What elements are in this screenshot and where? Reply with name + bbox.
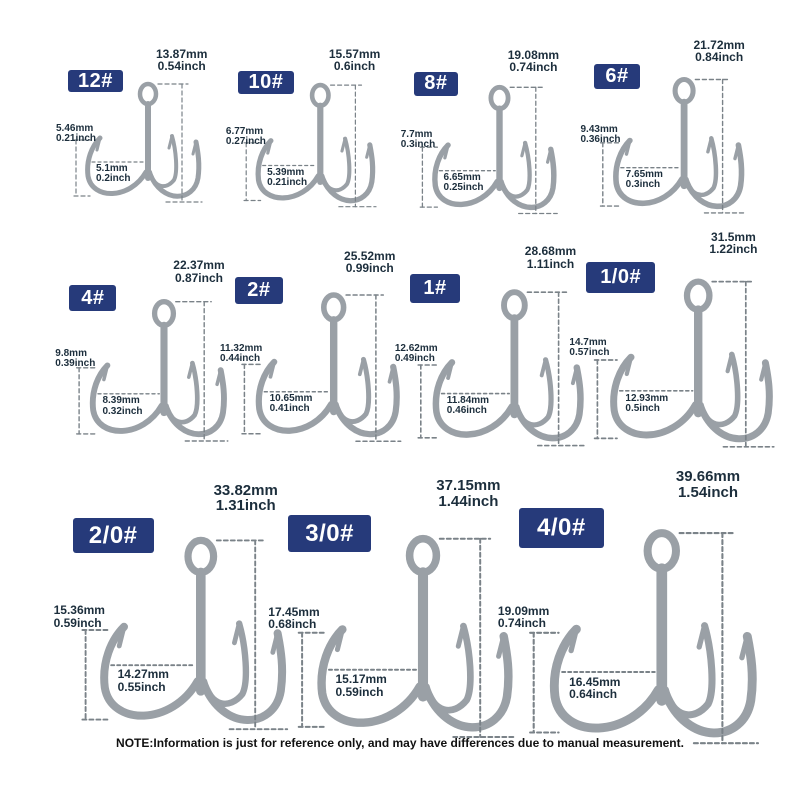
gap-label xyxy=(96,164,130,184)
width-label-inch: 0.49inch xyxy=(394,353,435,365)
width-label xyxy=(54,604,105,628)
length-label-mm: 19.08mm xyxy=(507,47,560,62)
length-label-inch: 0.87inch xyxy=(174,270,223,285)
width-label-mm: 5.46mm xyxy=(56,123,94,134)
length-label xyxy=(508,49,559,73)
gap-label xyxy=(335,673,386,697)
treble-hook-icon xyxy=(237,290,411,451)
gap-label-mm: 8.39mm xyxy=(102,395,140,407)
width-label-mm: 7.7mm xyxy=(400,128,433,140)
width-label-mm: 15.36mm xyxy=(53,603,105,618)
width-label xyxy=(395,344,438,364)
width-label-mm: 9.8mm xyxy=(55,348,87,360)
gap-label-inch: 0.41inch xyxy=(269,402,310,414)
size-badge: 1/0# xyxy=(586,262,655,293)
gap-label-inch: 0.3inch xyxy=(625,179,661,191)
hook-size-cell xyxy=(268,465,544,717)
gap-label-inch: 0.21inch xyxy=(267,176,308,188)
size-badge: 4/0# xyxy=(519,508,603,547)
length-label xyxy=(156,48,207,72)
treble-hook-icon xyxy=(240,81,384,215)
length-label-mm: 15.57mm xyxy=(328,47,381,62)
treble-hook-icon xyxy=(413,287,595,456)
gap-label-mm: 7.65mm xyxy=(625,169,663,181)
length-label xyxy=(329,48,380,72)
length-label-inch: 0.74inch xyxy=(509,59,558,74)
width-label-mm: 14.7mm xyxy=(569,336,607,348)
hook-size-cell xyxy=(497,455,790,722)
length-label xyxy=(436,478,500,509)
length-label-inch: 0.84inch xyxy=(695,50,744,65)
width-label-mm: 6.77mm xyxy=(225,125,264,137)
gap-label-mm: 5.39mm xyxy=(267,166,305,178)
hook-size-cell xyxy=(580,30,766,200)
treble-hook-icon xyxy=(523,526,772,757)
width-label-inch: 0.68inch xyxy=(268,617,317,632)
gap-label xyxy=(625,394,668,414)
size-badge: 1# xyxy=(410,274,459,303)
length-label xyxy=(214,483,278,514)
treble-hook-icon xyxy=(416,83,566,222)
gap-label xyxy=(267,168,307,188)
size-badge: 4# xyxy=(69,285,116,311)
hook-size-cell xyxy=(225,40,395,195)
length-label-inch: 1.54inch xyxy=(677,483,738,501)
width-label xyxy=(580,125,620,145)
size-badge: 2/0# xyxy=(73,518,154,553)
width-label-mm: 11.32mm xyxy=(220,343,263,355)
gap-label-inch: 0.32inch xyxy=(102,405,143,417)
hook-size-cell xyxy=(400,40,576,201)
length-label xyxy=(709,231,757,255)
width-label-inch: 0.39inch xyxy=(55,358,96,370)
length-label-inch: 0.99inch xyxy=(345,261,394,276)
length-label-mm: 39.66mm xyxy=(675,468,741,486)
gap-label xyxy=(118,668,169,692)
width-label xyxy=(55,349,95,369)
gap-label-inch: 0.5inch xyxy=(625,402,660,414)
gap-label xyxy=(626,170,663,190)
length-label xyxy=(525,245,576,269)
length-label-mm: 31.5mm xyxy=(711,230,756,245)
disclaimer-note: NOTE:Information is just for reference only, and may have differences due to manual measurement. xyxy=(116,736,684,750)
length-label-inch: 0.6inch xyxy=(333,59,376,74)
treble-hook-icon xyxy=(76,534,300,742)
width-label-inch: 0.74inch xyxy=(497,615,546,630)
hook-size-cell xyxy=(56,40,220,190)
width-label xyxy=(220,344,262,364)
gap-label-inch: 0.64inch xyxy=(569,686,618,701)
size-badge: 10# xyxy=(238,71,293,94)
gap-label xyxy=(569,676,620,700)
gap-label-mm: 15.17mm xyxy=(335,672,387,687)
width-label-inch: 0.27inch xyxy=(225,135,266,147)
length-label-mm: 25.52mm xyxy=(344,248,396,263)
length-label-mm: 21.72mm xyxy=(693,38,745,53)
gap-label-mm: 10.65mm xyxy=(269,392,313,404)
gap-label-mm: 6.65mm xyxy=(443,171,481,183)
width-label-inch: 0.59inch xyxy=(53,615,102,630)
treble-hook-icon xyxy=(292,532,527,750)
width-label xyxy=(268,606,319,630)
gap-label-mm: 5.1mm xyxy=(96,163,128,174)
gap-label-inch: 0.46inch xyxy=(446,405,487,417)
gap-label-mm: 16.45mm xyxy=(569,674,621,689)
treble-hook-icon xyxy=(589,276,785,458)
length-label-inch: 1.22inch xyxy=(709,242,758,257)
width-label xyxy=(498,605,549,629)
size-badge: 8# xyxy=(414,72,459,96)
length-label xyxy=(173,259,224,283)
length-label-mm: 13.87mm xyxy=(156,47,208,61)
length-label xyxy=(344,250,395,274)
treble-hook-icon xyxy=(596,75,754,222)
width-label-inch: 0.3inch xyxy=(400,139,436,151)
width-label xyxy=(569,338,609,358)
length-label-inch: 1.44inch xyxy=(438,492,499,510)
size-badge: 2# xyxy=(235,277,283,304)
width-label-inch: 0.36inch xyxy=(580,134,621,146)
length-label-mm: 37.15mm xyxy=(436,477,501,495)
length-label-inch: 1.11inch xyxy=(526,256,575,271)
width-label-inch: 0.21inch xyxy=(56,133,97,145)
gap-label-mm: 12.93mm xyxy=(625,392,669,404)
width-label-mm: 19.09mm xyxy=(497,603,550,618)
gap-label-inch: 0.55inch xyxy=(117,679,166,694)
length-label-mm: 22.37mm xyxy=(173,258,225,273)
hook-size-cell xyxy=(569,220,799,430)
length-label xyxy=(693,39,744,63)
width-label-inch: 0.44inch xyxy=(220,353,261,365)
gap-label xyxy=(444,173,484,193)
width-label xyxy=(401,130,435,150)
length-label-mm: 33.82mm xyxy=(213,481,278,499)
treble-hook-icon xyxy=(70,80,210,210)
gap-label xyxy=(270,394,313,414)
treble-hook-icon xyxy=(72,297,237,450)
hook-size-cell xyxy=(55,250,249,427)
size-badge: 3/0# xyxy=(288,515,370,552)
gap-label-inch: 0.59inch xyxy=(335,684,384,699)
gap-label-mm: 11.84mm xyxy=(446,395,490,407)
gap-label xyxy=(102,396,142,416)
width-label xyxy=(226,127,266,147)
width-label-mm: 9.43mm xyxy=(580,123,618,135)
length-label-inch: 0.54inch xyxy=(157,59,206,74)
gap-label-inch: 0.25inch xyxy=(443,181,484,193)
gap-label-inch: 0.2inch xyxy=(96,173,131,185)
width-label-inch: 0.57inch xyxy=(569,346,610,358)
gap-label-mm: 14.27mm xyxy=(117,667,169,682)
size-badge: 12# xyxy=(68,70,123,92)
width-label-mm: 17.45mm xyxy=(268,605,320,620)
length-label-mm: 28.68mm xyxy=(524,244,577,259)
length-label-inch: 1.31inch xyxy=(215,497,276,515)
length-label xyxy=(676,469,740,500)
size-badge: 6# xyxy=(594,64,640,89)
hook-size-cell xyxy=(220,240,423,426)
width-label xyxy=(56,124,96,144)
gap-label xyxy=(447,396,489,416)
width-label-mm: 12.62mm xyxy=(394,343,438,355)
